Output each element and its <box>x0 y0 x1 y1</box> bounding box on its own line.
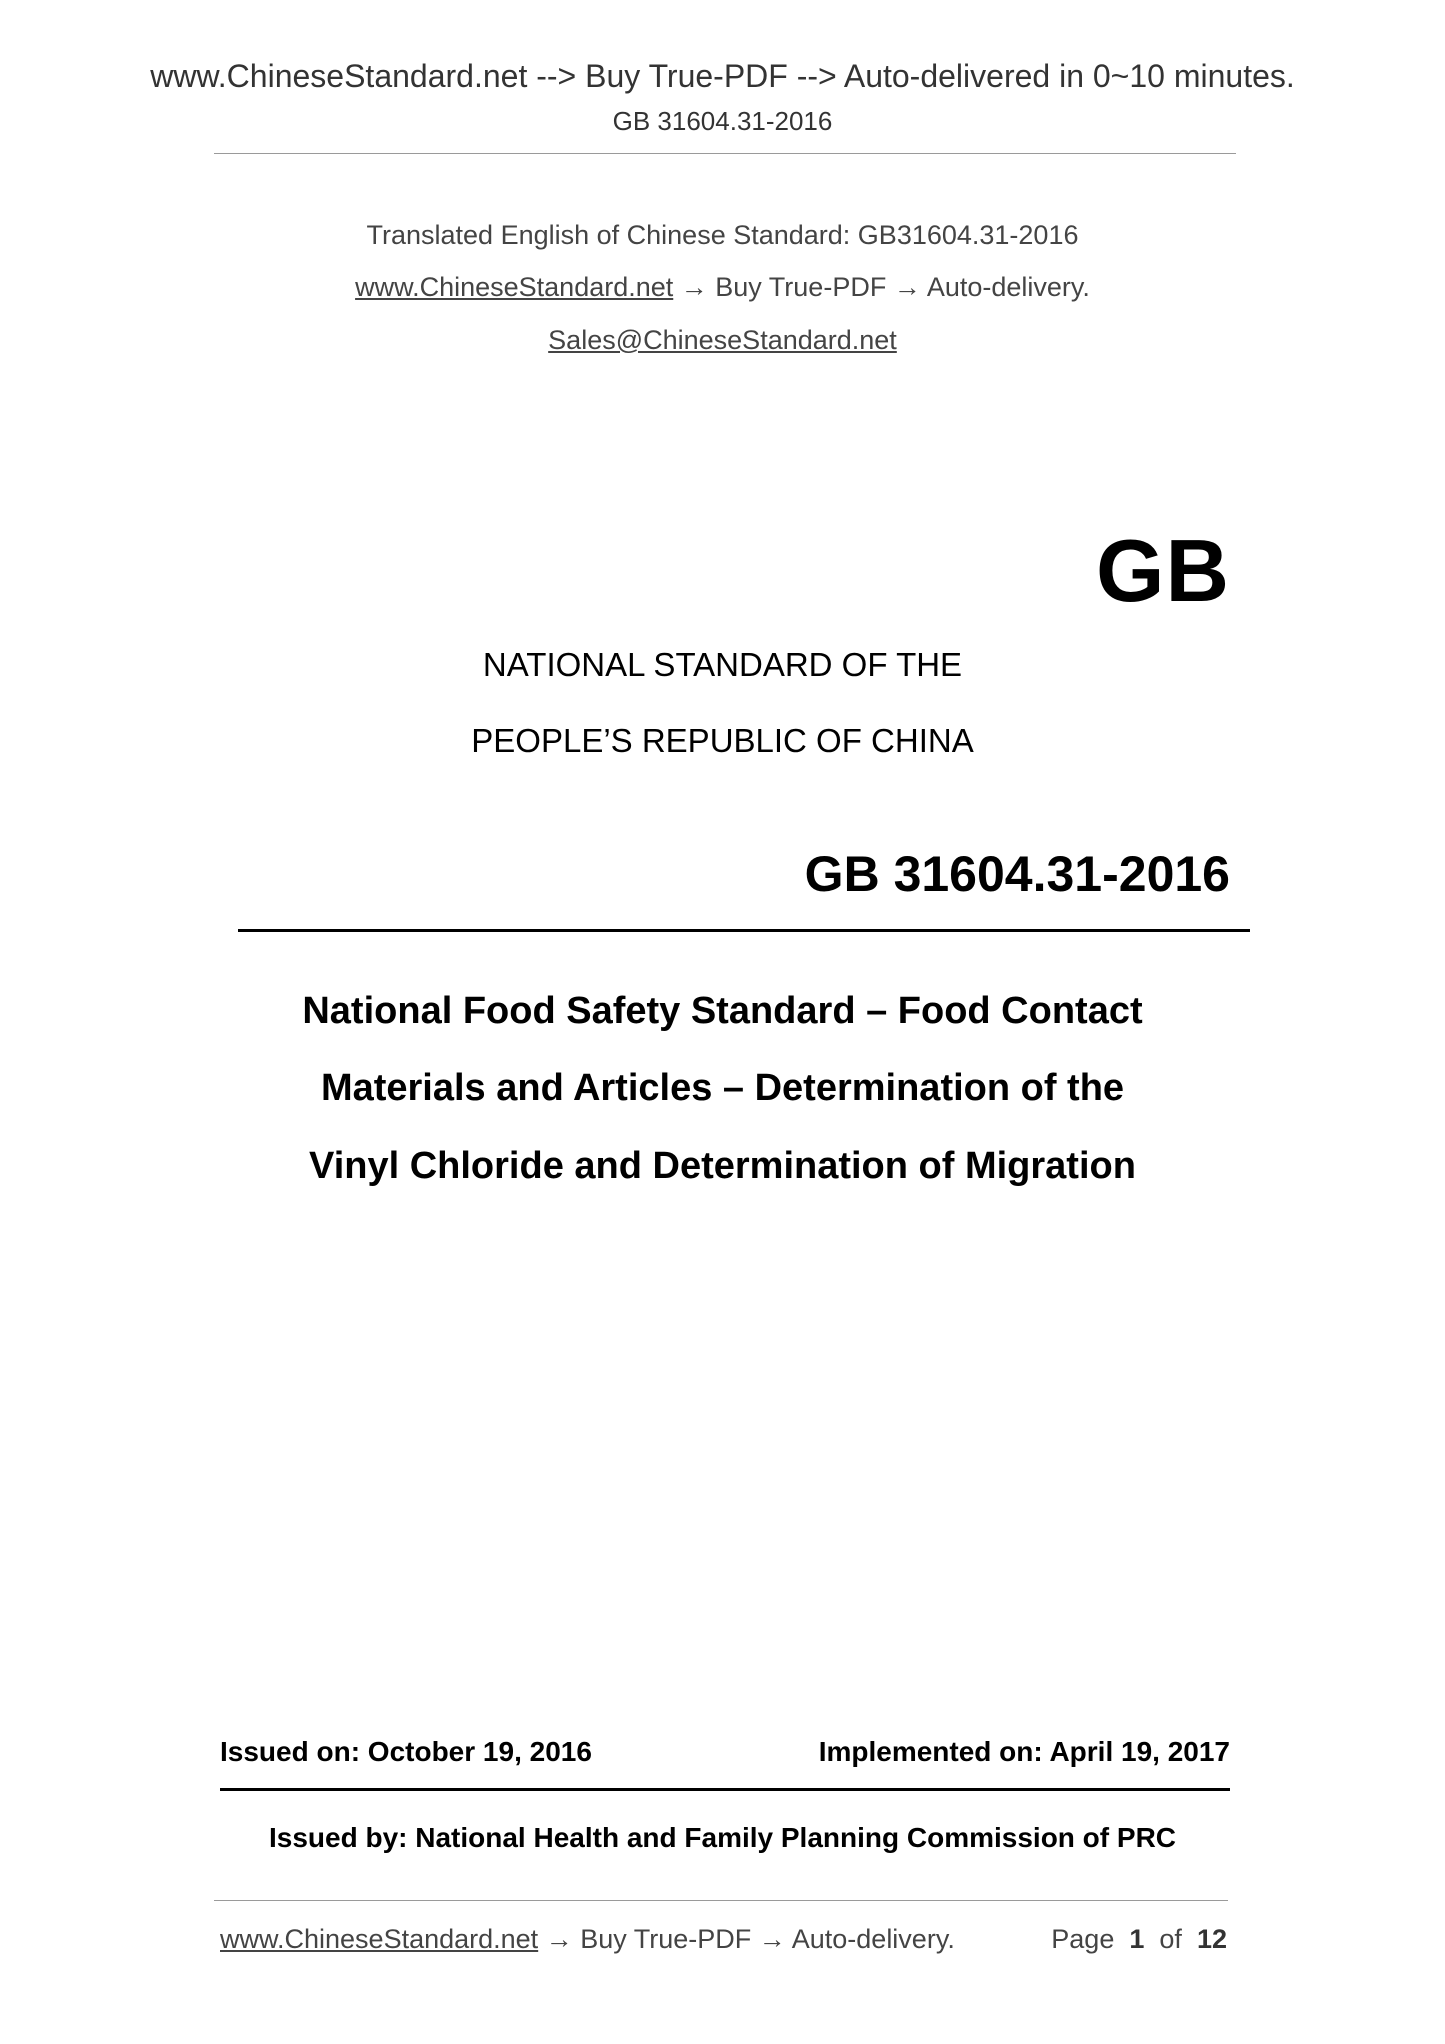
header-divider <box>214 153 1236 154</box>
page-current: 1 <box>1129 1924 1145 1954</box>
document-title-line1: National Food Safety Standard – Food Contact <box>302 990 1143 1032</box>
email-line <box>0 325 1445 356</box>
sales-email-link[interactable]: Sales@ChineseStandard.net <box>548 325 897 355</box>
document-title-line3: Vinyl Chloride and Determination of Migration <box>309 1145 1136 1187</box>
issuing-authority: Issued by: National Health and Family Planning Commission of PRC <box>268 1822 1177 1853</box>
gb-mark: GB <box>1096 521 1230 620</box>
footer-site-line <box>220 1924 955 1955</box>
footer-site-link[interactable]: www.ChineseStandard.net <box>220 1924 539 1954</box>
standard-code: GB 31604.31-2016 <box>804 846 1230 902</box>
site-link[interactable]: www.ChineseStandard.net <box>355 272 674 302</box>
page-total: 12 <box>1196 1924 1227 1954</box>
implemented-on-date: Implemented on: April 19, 2017 <box>818 1736 1230 1767</box>
national-standard-line1: NATIONAL STANDARD OF THE <box>482 646 963 683</box>
footer-site-suffix: → Buy True-PDF → Auto-delivery. <box>538 1924 955 1954</box>
page-label: Page <box>1051 1924 1115 1954</box>
document-title-line2: Materials and Articles – Determination of the <box>320 1067 1125 1109</box>
footer-divider <box>214 1900 1228 1901</box>
title-divider <box>238 929 1250 932</box>
translation-line: Translated English of Chinese Standard: GB31604.31-2016 <box>366 220 1079 250</box>
dates-divider <box>220 1788 1230 1791</box>
header-banner: www.ChineseStandard.net --> Buy True-PDF --> Auto-delivered in 0~10 minutes. <box>150 58 1295 94</box>
translation-site-line <box>0 272 1445 303</box>
page-indicator <box>1051 1924 1227 1955</box>
issued-on-date: Issued on: October 19, 2016 <box>220 1736 592 1767</box>
site-link-suffix: → Buy True-PDF → Auto-delivery. <box>673 272 1090 302</box>
header-standard-code: GB 31604.31-2016 <box>612 106 833 136</box>
of-label: of <box>1159 1924 1182 1954</box>
national-standard-line2: PEOPLE’S REPUBLIC OF CHINA <box>471 722 974 759</box>
